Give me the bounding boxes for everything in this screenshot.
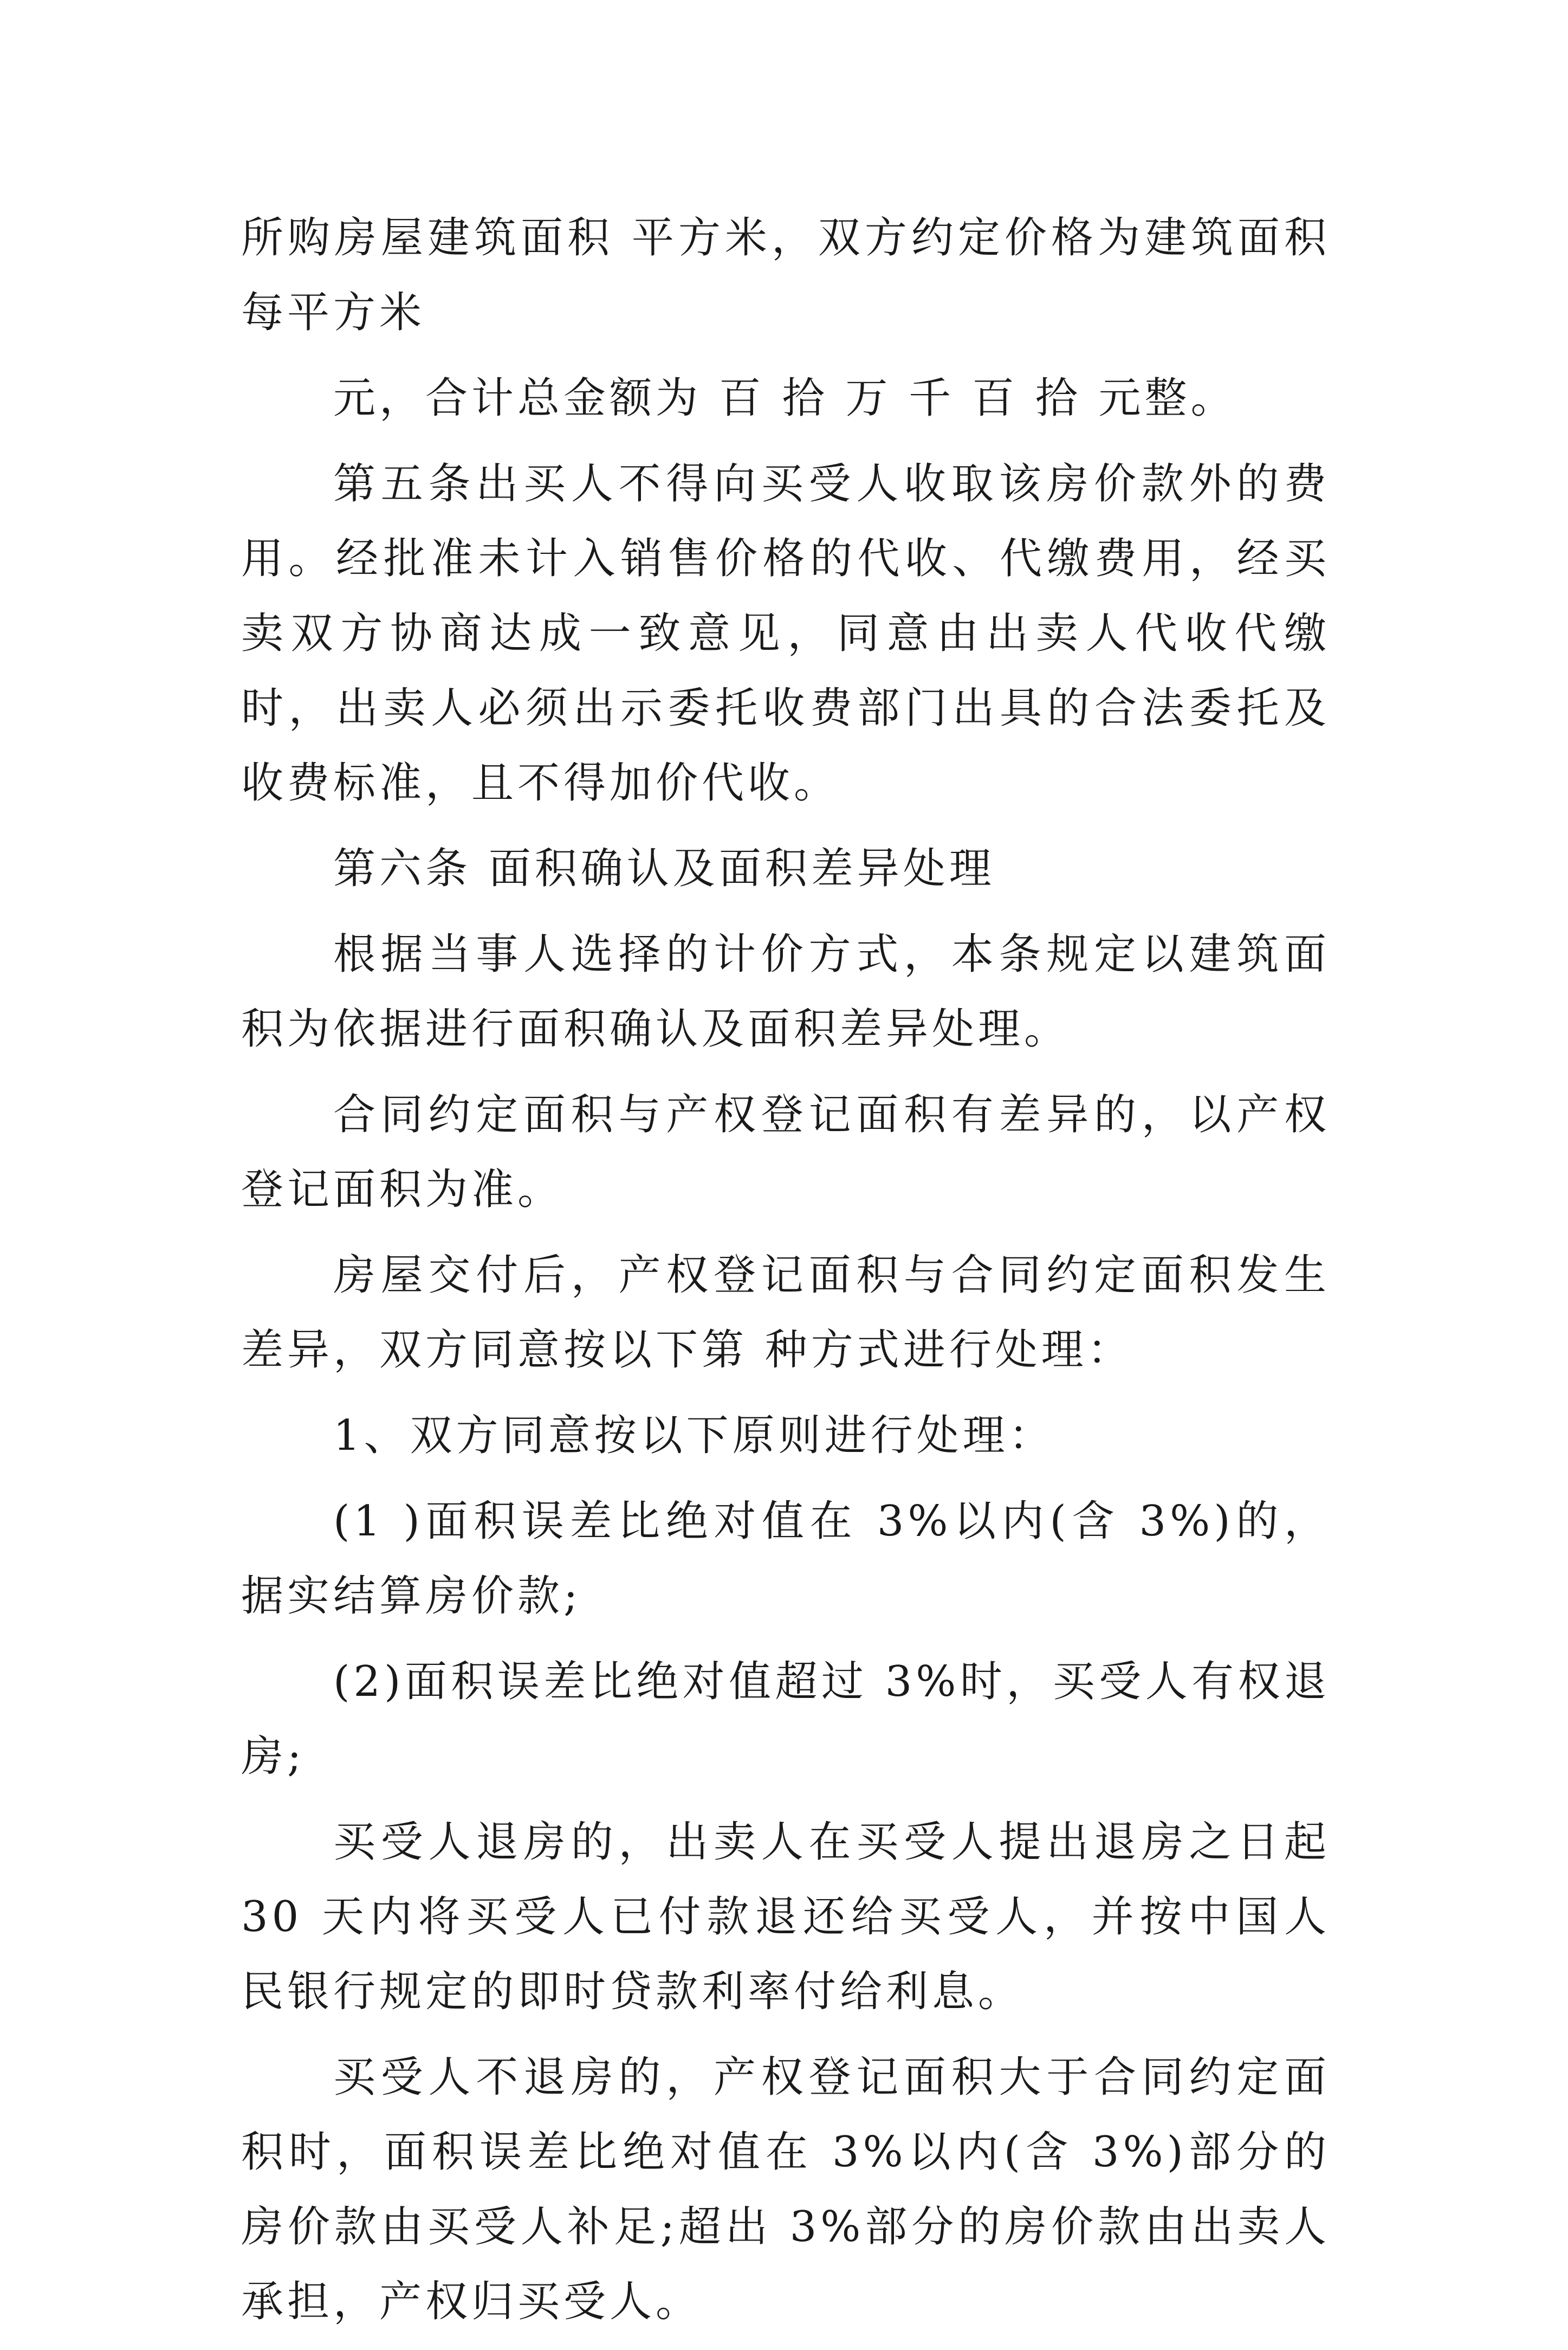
paragraph-no-refund-terms: 买受人不退房的，产权登记面积大于合同约定面积时，面积误差比绝对值在 3%以内(含 3%)部分的房价款由买受人补足;超出 3%部分的房价款由出卖人承担，产权归买受人。 bbox=[241, 2053, 1330, 2326]
paragraph-pricing-basis: 根据当事人选择的计价方式，本条规定以建筑面积为依据进行面积确认及面积差异处理。 bbox=[241, 930, 1330, 1054]
paragraph-area-discrepancy: 合同约定面积与产权登记面积有差异的，以产权登记面积为准。 bbox=[241, 1090, 1330, 1214]
list-item-principle-one: 1、双方同意按以下原则进行处理： bbox=[333, 1411, 1055, 1460]
list-item-over-three-percent: (2)面积误差比绝对值超过 3%时，买受人有权退房; bbox=[241, 1657, 1330, 1781]
paragraph-refund-terms: 买受人退房的，出卖人在买受人提出退房之日起 30 天内将买受人已付款退还给买受人，并按中国人民银行规定的即时贷款利率付给利息。 bbox=[241, 1818, 1330, 2016]
document-body bbox=[241, 201, 1330, 2350]
paragraph-after-delivery: 房屋交付后，产权登记面积与合同约定面积发生差异，双方同意按以下第 种方式进行处理： bbox=[241, 1251, 1330, 1374]
heading-article-six: 第六条 面积确认及面积差异处理 bbox=[333, 844, 995, 893]
list-item-within-three-percent: (1 )面积误差比绝对值在 3%以内(含 3%)的，据实结算房价款; bbox=[241, 1497, 1330, 1621]
paragraph-article-five: 第五条出买人不得向买受人收取该房价款外的费用。经批准未计入销售价格的代收、代缴费用，经买卖双方协商达成一致意见，同意由出卖人代收代缴时，出卖人必须出示委托收费部门出具的合法委托及收费标准，且不得加价代收。 bbox=[241, 460, 1330, 808]
paragraph-area-price: 所购房屋建筑面积 平方米，双方约定价格为建筑面积每平方米 bbox=[241, 214, 1330, 337]
paragraph-total-amount: 元，合计总金额为 百 拾 万 千 百 拾 元整。 bbox=[333, 374, 1237, 423]
